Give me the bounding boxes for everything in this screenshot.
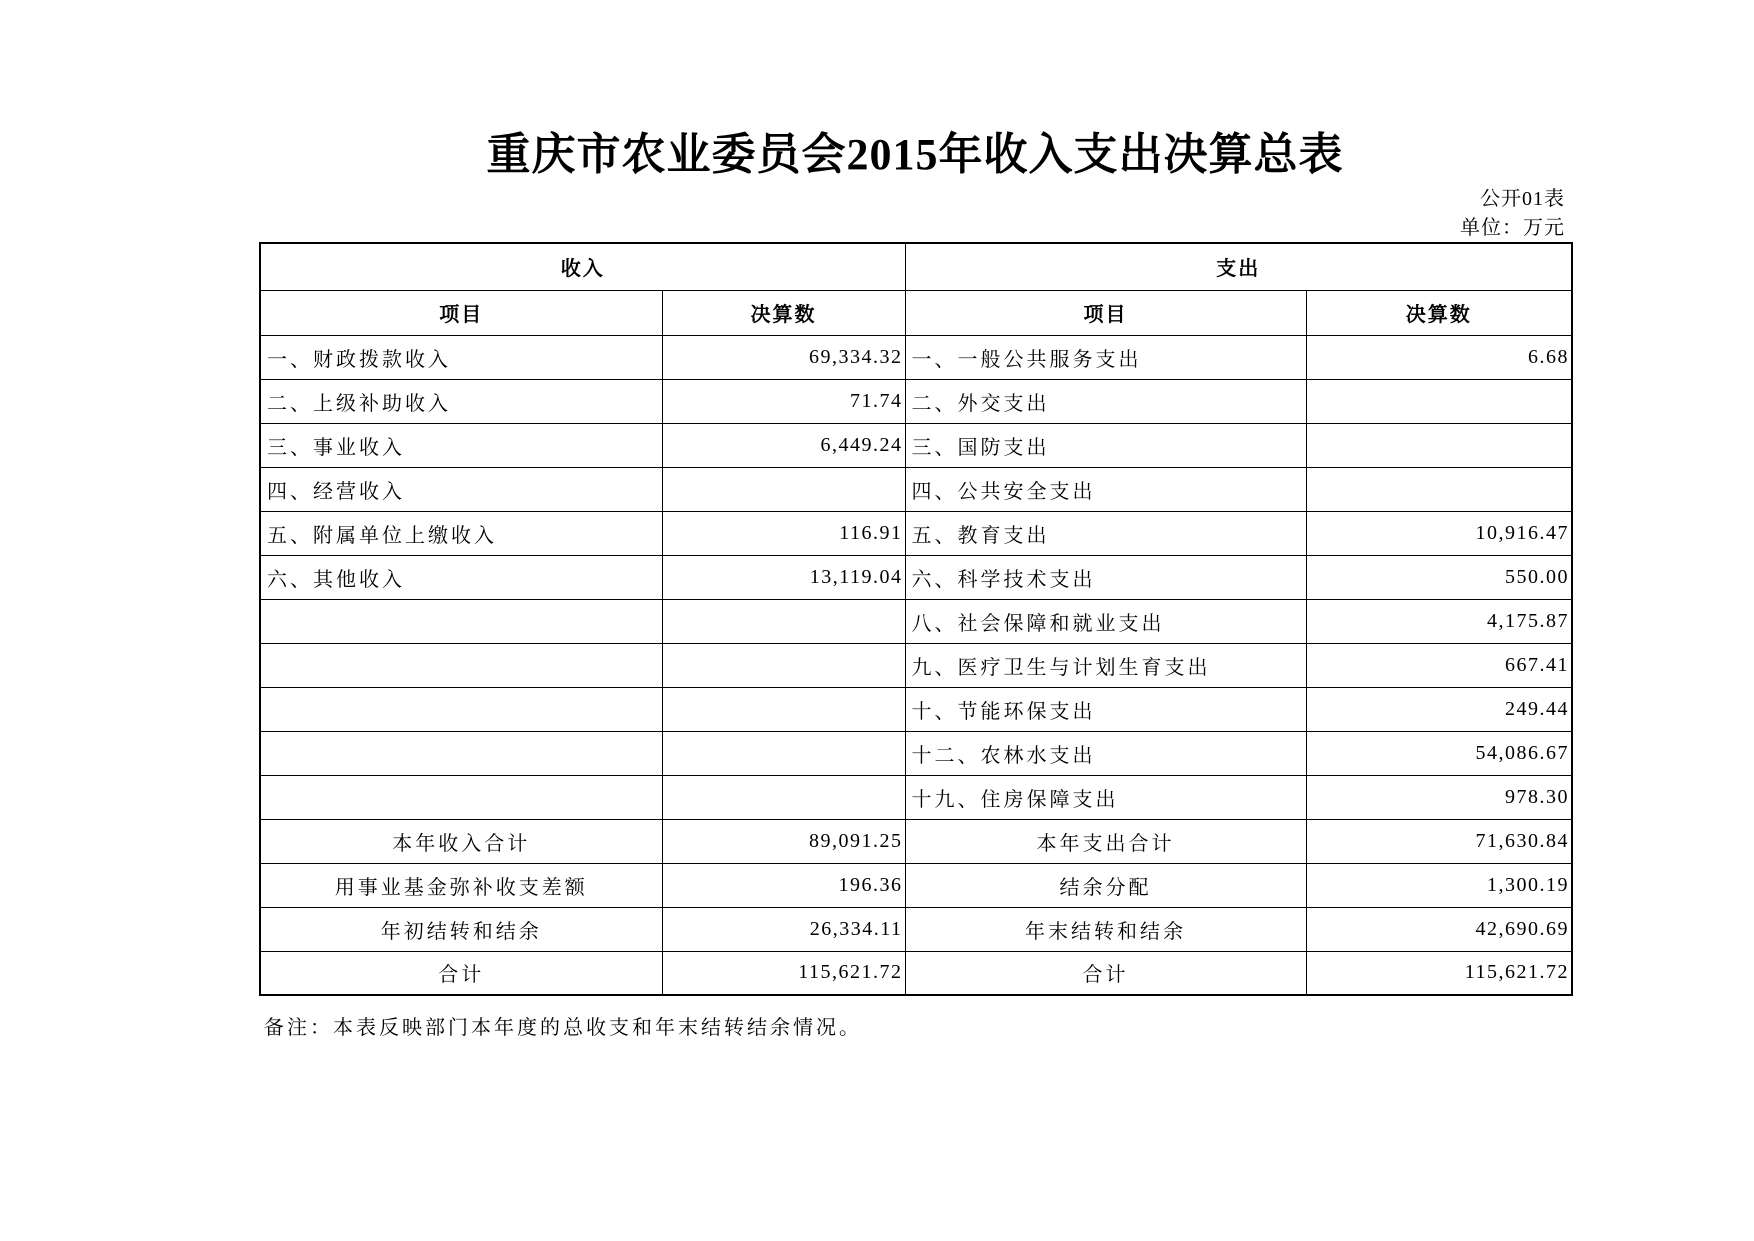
section-header-row [260, 243, 1572, 290]
income-amount-cell: 89,091.25 [662, 819, 905, 863]
income-item-cell: 用事业基金弥补收支差额 [260, 863, 662, 907]
expense-amount-cell [1306, 379, 1572, 423]
expense-item-cell: 合计 [905, 951, 1306, 995]
income-amount-cell: 71.74 [662, 379, 905, 423]
expense-amount-cell: 10,916.47 [1306, 511, 1572, 555]
income-amount-cell: 13,119.04 [662, 555, 905, 599]
income-item-cell: 二、上级补助收入 [260, 379, 662, 423]
income-item-cell: 合计 [260, 951, 662, 995]
income-item-cell: 五、附属单位上缴收入 [260, 511, 662, 555]
expense-amount-cell: 42,690.69 [1306, 907, 1572, 951]
expense-amount-cell: 115,621.72 [1306, 951, 1572, 995]
expense-item-cell: 十九、住房保障支出 [905, 775, 1306, 819]
expense-amount-cell: 978.30 [1306, 775, 1572, 819]
summary-row [260, 907, 1572, 951]
page-title: 重庆市农业委员会2015年收入支出决算总表 [486, 130, 1344, 179]
income-item-cell [260, 643, 662, 687]
income-amount-cell: 115,621.72 [662, 951, 905, 995]
income-item-cell: 本年收入合计 [260, 819, 662, 863]
expense-amount-column-header: 决算数 [1306, 290, 1572, 335]
expense-item-cell: 十、节能环保支出 [905, 687, 1306, 731]
expense-amount-cell: 249.44 [1306, 687, 1572, 731]
income-item-cell [260, 687, 662, 731]
table-row [260, 511, 1572, 555]
income-amount-cell: 6,449.24 [662, 423, 905, 467]
grand-total-row [260, 951, 1572, 995]
income-item-cell [260, 775, 662, 819]
table-row [260, 775, 1572, 819]
expense-amount-cell: 1,300.19 [1306, 863, 1572, 907]
income-amount-cell: 69,334.32 [662, 335, 905, 379]
expense-item-cell: 三、国防支出 [905, 423, 1306, 467]
income-item-cell: 年初结转和结余 [260, 907, 662, 951]
income-amount-column-header: 决算数 [662, 290, 905, 335]
income-amount-cell: 116.91 [662, 511, 905, 555]
income-amount-cell [662, 687, 905, 731]
expense-item-cell: 九、医疗卫生与计划生育支出 [905, 643, 1306, 687]
expense-item-cell: 十二、农林水支出 [905, 731, 1306, 775]
expense-item-cell: 六、科学技术支出 [905, 555, 1306, 599]
income-amount-cell: 196.36 [662, 863, 905, 907]
income-item-cell [260, 731, 662, 775]
expense-item-cell: 结余分配 [905, 863, 1306, 907]
table-row [260, 599, 1572, 643]
expense-item-cell: 四、公共安全支出 [905, 467, 1306, 511]
expense-amount-cell: 4,175.87 [1306, 599, 1572, 643]
expense-item-column-header: 项目 [905, 290, 1306, 335]
table-row [260, 467, 1572, 511]
expense-item-cell: 一、一般公共服务支出 [905, 335, 1306, 379]
table-row [260, 731, 1572, 775]
income-section-header: 收入 [260, 243, 905, 290]
expense-amount-cell: 550.00 [1306, 555, 1572, 599]
table-row [260, 555, 1572, 599]
summary-row [260, 819, 1572, 863]
table-row [260, 643, 1572, 687]
expense-amount-cell: 54,086.67 [1306, 731, 1572, 775]
expense-amount-cell: 6.68 [1306, 335, 1572, 379]
expense-amount-cell [1306, 423, 1572, 467]
income-item-cell: 一、财政拨款收入 [260, 335, 662, 379]
income-amount-cell [662, 467, 905, 511]
expense-item-cell: 二、外交支出 [905, 379, 1306, 423]
table-row [260, 423, 1572, 467]
table-number: 公开01表 [1480, 188, 1565, 210]
table-row [260, 687, 1572, 731]
expense-amount-cell: 71,630.84 [1306, 819, 1572, 863]
income-item-cell: 三、事业收入 [260, 423, 662, 467]
expense-section-header: 支出 [905, 243, 1572, 290]
footnote: 备注：本表反映部门本年度的总收支和年末结转结余情况。 [264, 1017, 862, 1039]
expense-item-cell: 本年支出合计 [905, 819, 1306, 863]
table-row [260, 335, 1572, 379]
budget-table [259, 242, 1573, 996]
summary-row [260, 863, 1572, 907]
expense-amount-cell: 667.41 [1306, 643, 1572, 687]
income-amount-cell [662, 643, 905, 687]
expense-item-cell: 年末结转和结余 [905, 907, 1306, 951]
expense-item-cell: 五、教育支出 [905, 511, 1306, 555]
income-amount-cell [662, 599, 905, 643]
table-row [260, 379, 1572, 423]
unit-label: 单位：万元 [1460, 217, 1565, 239]
expense-item-cell: 八、社会保障和就业支出 [905, 599, 1306, 643]
income-item-cell: 四、经营收入 [260, 467, 662, 511]
income-item-cell: 六、其他收入 [260, 555, 662, 599]
income-item-cell [260, 599, 662, 643]
income-item-column-header: 项目 [260, 290, 662, 335]
income-amount-cell: 26,334.11 [662, 907, 905, 951]
column-header-row [260, 290, 1572, 335]
income-amount-cell [662, 731, 905, 775]
income-amount-cell [662, 775, 905, 819]
expense-amount-cell [1306, 467, 1572, 511]
